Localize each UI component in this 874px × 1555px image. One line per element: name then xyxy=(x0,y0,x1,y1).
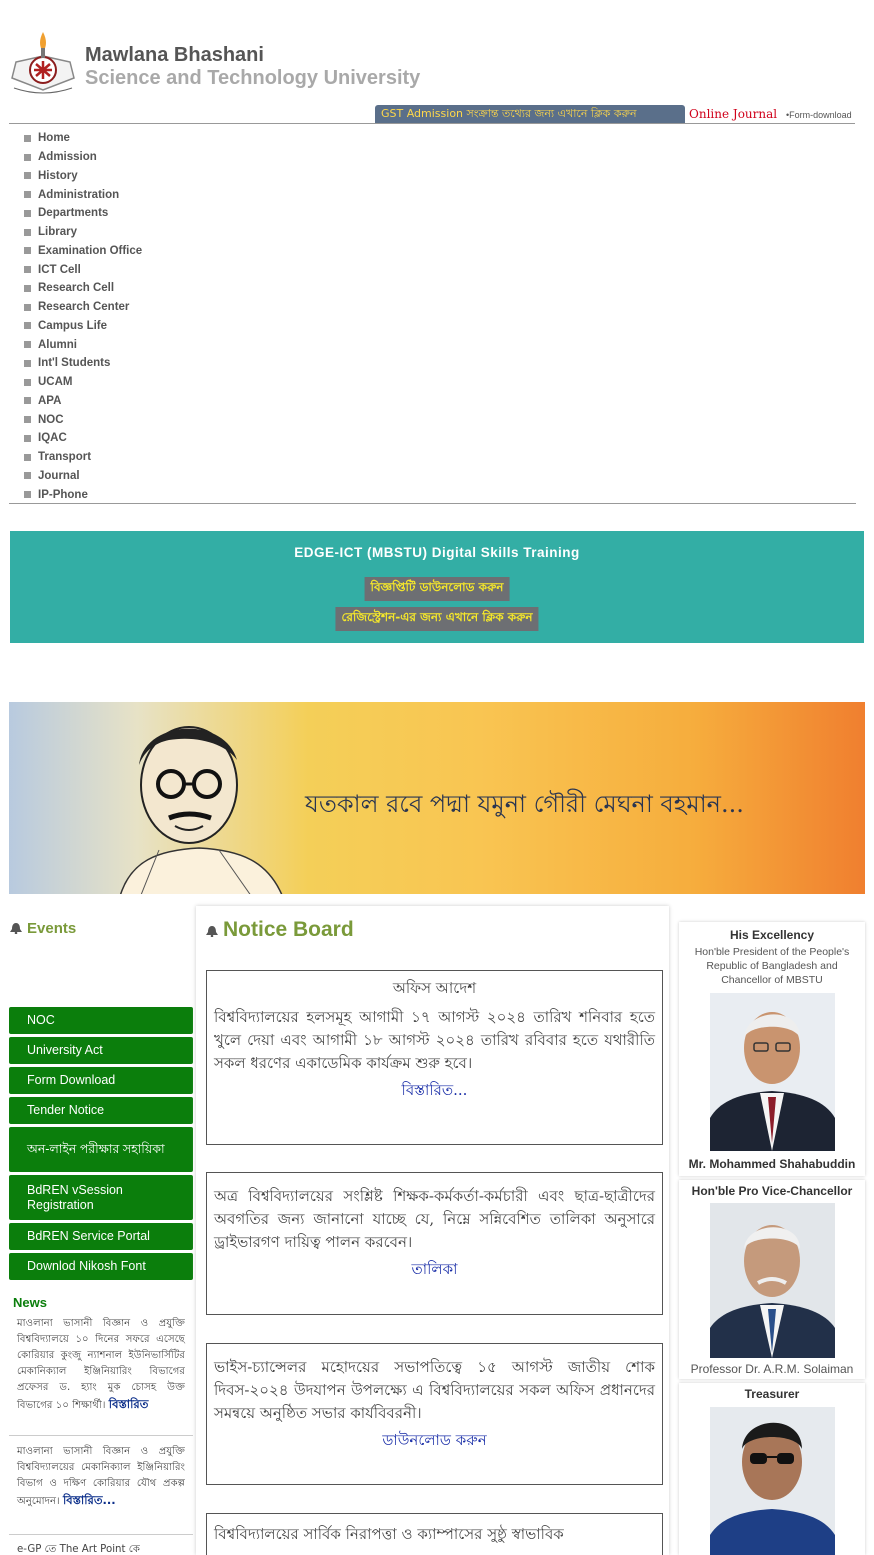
nav-item-journal[interactable]: Journal xyxy=(24,467,324,486)
news-divider xyxy=(9,1534,193,1535)
notice-details-link[interactable]: বিস্তারিত... xyxy=(401,1081,468,1099)
nav-item-ict-cell[interactable]: ICT Cell xyxy=(24,260,324,279)
bullet-icon xyxy=(24,341,31,348)
bullet-icon xyxy=(24,416,31,423)
chancellor-photo xyxy=(710,993,835,1151)
online-journal-link[interactable]: Online Journal xyxy=(689,107,778,121)
bullet-icon xyxy=(24,435,31,442)
pro-vc-card xyxy=(679,1180,865,1379)
official-title: Treasurer xyxy=(744,1387,800,1401)
tender-notice-button[interactable]: Tender Notice xyxy=(9,1097,193,1124)
bullet-icon xyxy=(24,491,31,498)
pro-vc-photo xyxy=(710,1203,835,1358)
bullet-icon xyxy=(24,172,31,179)
notice-card xyxy=(206,1513,663,1555)
treasurer-photo xyxy=(710,1407,835,1555)
bullet-icon xyxy=(24,379,31,386)
header-divider xyxy=(9,123,855,124)
nav-item-iqac[interactable]: IQAC xyxy=(24,429,324,448)
nav-item-campus-life[interactable]: Campus Life xyxy=(24,317,324,336)
news-item: মাওলানা ভাসানী বিজ্ঞান ও প্রযুক্তি বিশ্ববিদ্যালয়ে ১০ দিনের সফরে এসেছে কোরিয়ার কুংজু ন্যাশনাল ইউনিভার্সিটির মেকানিক্যাল ইঞ্জিনিয়ারিং বিভাগের প্রফেসর ড. হ্যাং মুক চোসহ উক্ত বিভাগের ১০ শিক্ষার্থী। বিস্তারিত xyxy=(17,1318,185,1411)
notice-body: বিশ্ববিদ্যালয়ের হলসমূহ আগামী ১৭ আগস্ট ২০২৪ তারিখ শনিবার হতে খুলে দেয়া এবং আগামী ১৮ আগস্ট ২০২৪ তারিখ রবিবার হতে যথারীতি সকল ধরণের একাডেমিক কার্যক্রম শুরু হবে। xyxy=(214,1008,655,1072)
news-divider xyxy=(9,1435,193,1436)
bullet-icon xyxy=(24,154,31,161)
nav-item-intl-students[interactable]: Int'l Students xyxy=(24,354,324,373)
chancellor-card xyxy=(679,922,865,1176)
portrait-illustration xyxy=(99,710,299,894)
official-subtitle: Hon'ble President of the People's Republic of Bangladesh and Chancellor of MBSTU xyxy=(694,946,850,986)
official-name: Mr. Mohammed Shahabuddin xyxy=(688,1157,856,1171)
notice-body: ভাইস-চ্যান্সেলর মহোদয়ের সভাপতিত্বে ১৫ আগস্ট জাতীয় শোক দিবস-২০২৪ উদযাপন উপলক্ষ্যে এ বিশ্ববিদ্যালয়ের সকল অফিস প্রধানদের সমন্বয়ে অনুষ্ঠিত সভার কার্যবিবরনী। xyxy=(214,1358,655,1422)
nav-item-ucam[interactable]: UCAM xyxy=(24,373,324,392)
official-title: Hon'ble Pro Vice-Chancellor xyxy=(691,1184,853,1198)
nav-item-transport[interactable]: Transport xyxy=(24,448,324,467)
news-more-link[interactable]: বিস্তারিত... xyxy=(62,1493,116,1507)
bullet-icon xyxy=(24,304,31,311)
online-exam-guide-button[interactable]: অন-লাইন পরীক্ষার সহায়িকা xyxy=(9,1127,193,1172)
notice-download-link[interactable]: ডাউনলোড করুন xyxy=(382,1431,487,1449)
nav-item-history[interactable]: History xyxy=(24,167,324,186)
nav-item-examination-office[interactable]: Examination Office xyxy=(24,242,324,261)
bell-icon xyxy=(9,922,23,934)
notice-title: অফিস আদেশ xyxy=(392,979,477,997)
nav-item-admission[interactable]: Admission xyxy=(24,148,324,167)
nikosh-font-button[interactable]: Downlod Nikosh Font xyxy=(9,1253,193,1280)
hero-banner xyxy=(9,702,865,894)
nav-item-home[interactable]: Home xyxy=(24,129,324,148)
nav-item-alumni[interactable]: Alumni xyxy=(24,335,324,354)
form-download-button[interactable]: Form Download xyxy=(9,1067,193,1094)
nav-item-ip-phone[interactable]: IP-Phone xyxy=(24,485,324,504)
bullet-icon xyxy=(24,360,31,367)
bullet-icon xyxy=(24,285,31,292)
university-name[interactable] xyxy=(85,44,420,90)
nav-item-library[interactable]: Library xyxy=(24,223,324,242)
official-title: His Excellency xyxy=(729,928,815,942)
official-name: Professor Dr. A.R.M. Solaiman xyxy=(690,1362,854,1376)
university-logo[interactable] xyxy=(8,28,78,96)
university-name-line2: Science and Technology University xyxy=(85,67,421,89)
hero-quote: যতকাল রবে পদ্মা যমুনা গৌরী মেঘনা বহমান... xyxy=(305,790,744,818)
edge-training-banner xyxy=(10,531,864,643)
edge-title: EDGE-ICT (MBSTU) Digital Skills Training xyxy=(294,545,580,560)
nav-item-research-cell[interactable]: Research Cell xyxy=(24,279,324,298)
news-heading: News xyxy=(13,1295,47,1310)
nav-item-departments[interactable]: Departments xyxy=(24,204,324,223)
main-nav xyxy=(24,129,324,504)
notice-body: বিশ্ববিদ্যালয়ের সার্বিক নিরাপত্তা ও ক্যাম্পাসের সুষ্ঠু স্বাভাবিক xyxy=(214,1525,564,1543)
bullet-icon xyxy=(24,454,31,461)
events-heading: Events xyxy=(9,920,76,937)
news-item: e-GP তে The Art Point কে xyxy=(17,1544,140,1555)
notice-card xyxy=(206,970,663,1145)
form-download-link[interactable]: •Form-download xyxy=(786,110,852,120)
events-buttons xyxy=(9,1007,193,1283)
bullet-icon xyxy=(24,266,31,273)
nav-item-administration[interactable]: Administration xyxy=(24,185,324,204)
top-links-bar xyxy=(0,105,874,123)
noc-button[interactable]: NOC xyxy=(9,1007,193,1034)
bullet-icon xyxy=(24,472,31,479)
bullet-icon xyxy=(24,191,31,198)
notice-list-link[interactable]: তালিকা xyxy=(411,1260,458,1278)
notice-body: অত্র বিশ্ববিদ্যালয়ের সংশ্লিষ্ট শিক্ষক-কর্মকর্তা-কর্মচারী এবং ছাত্র-ছাত্রীদের অবগতির জন্য জানানো যাচ্ছে যে, নিম্নে সন্নিবেশিত তালিকা অনুসারে ড্রাইভারগণ দায়িত্ব পালন করবেন। xyxy=(214,1187,655,1251)
registration-button[interactable]: রেজিস্ট্রেশন-এর জন্য এখানে ক্লিক করুন xyxy=(335,607,538,631)
site-header xyxy=(0,0,874,125)
news-more-link[interactable]: বিস্তারিত xyxy=(108,1397,149,1411)
university-name-line1: Mawlana Bhashani xyxy=(85,44,264,66)
gst-admission-link[interactable]: GST Admission সংক্রান্ত তথ্যের জন্য এখানে ক্লিক করুন xyxy=(375,105,685,123)
bullet-icon xyxy=(24,247,31,254)
notice-card xyxy=(206,1172,663,1315)
nav-item-apa[interactable]: APA xyxy=(24,392,324,411)
university-act-button[interactable]: University Act xyxy=(9,1037,193,1064)
bullet-icon xyxy=(24,135,31,142)
bullet-icon xyxy=(24,210,31,217)
bullet-icon xyxy=(24,229,31,236)
bdren-service-portal-button[interactable]: BdREN Service Portal xyxy=(9,1223,193,1250)
news-item: মাওলানা ভাসানী বিজ্ঞান ও প্রযুক্তি বিশ্ববিদ্যালয়ের মেকানিক্যাল ইঞ্জিনিয়ারিং বিভাগ ও দক্ষিণ কোরিয়ার যৌথ প্রকল্প অনুমোদন। বিস্তারিত... xyxy=(17,1446,185,1507)
bullet-icon xyxy=(24,397,31,404)
notice-card xyxy=(206,1343,663,1485)
treasurer-card xyxy=(679,1383,865,1555)
download-notice-button[interactable]: বিজ্ঞপ্তিটি ডাউনলোড করুন xyxy=(365,577,510,601)
nav-item-research-center[interactable]: Research Center xyxy=(24,298,324,317)
bell-icon xyxy=(205,925,219,937)
bdren-vsession-button[interactable]: BdREN vSession Registration xyxy=(9,1175,193,1220)
nav-divider xyxy=(9,503,856,504)
bullet-icon xyxy=(24,322,31,329)
notice-board-heading: Notice Board xyxy=(205,918,354,942)
nav-item-noc[interactable]: NOC xyxy=(24,410,324,429)
